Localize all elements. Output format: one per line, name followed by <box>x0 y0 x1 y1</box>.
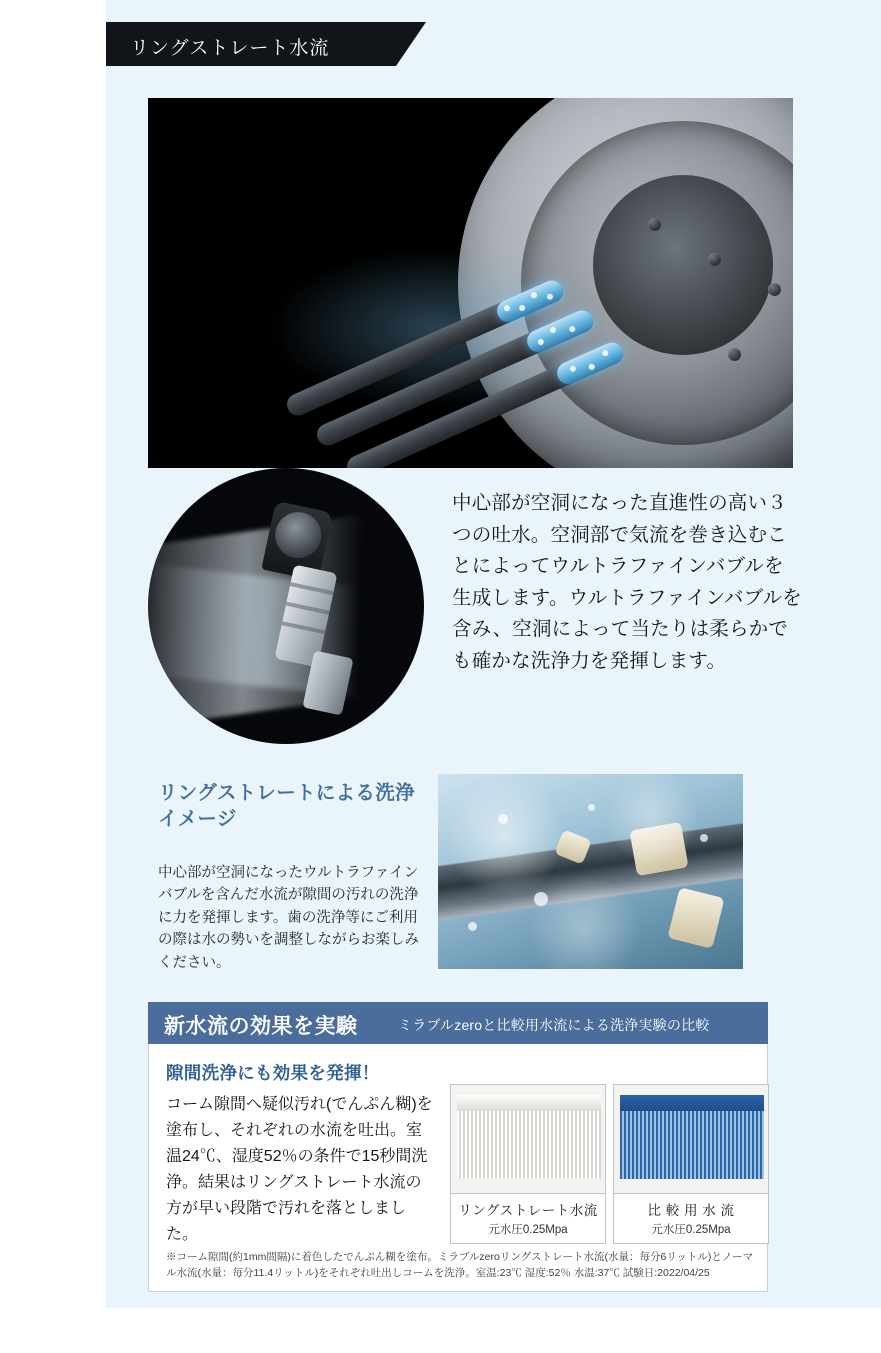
specimen-sublabel: 元水圧0.25Mpa <box>651 1224 731 1236</box>
bubble <box>534 892 548 906</box>
specimen-label: リングストレート水流 <box>458 1203 598 1218</box>
nozzle-hole <box>648 218 661 231</box>
bubble <box>700 834 708 842</box>
nozzle-hole <box>708 253 721 266</box>
shower-spray-circle-photo <box>148 468 424 744</box>
bubble <box>588 804 595 811</box>
section-title: リングストレート水流 <box>130 38 330 59</box>
cleaning-image-body: 中心部が空洞になったウルトラファインバブルを含んだ水流が隙間の汚れの洗浄に力を発揮します。歯の洗浄等にご利用の際は水の勢いを調整しながらお楽しみください。 <box>158 865 419 971</box>
experiment-subheading: ミラブルzeroと比較用水流による洗浄実験の比較 <box>398 1017 710 1033</box>
specimen-comparison <box>613 1084 769 1244</box>
experiment-section <box>148 1002 768 1292</box>
specimen-photo <box>613 1084 769 1194</box>
cleaning-image-title: リングストレートによる洗浄イメージ <box>158 782 415 831</box>
hero-description <box>452 488 802 677</box>
specimen-sublabel: 元水圧0.25Mpa <box>488 1224 568 1236</box>
specimen-ring-straight <box>450 1084 606 1244</box>
experiment-lead: 隙間洗浄にも効果を発揮！ <box>166 1063 380 1083</box>
bubble <box>498 814 508 824</box>
specimen-label: 比 較 用 水 流 <box>647 1203 735 1218</box>
section-header-tab <box>106 22 426 66</box>
comb-illustration <box>457 1095 601 1183</box>
experiment-header <box>148 1002 768 1044</box>
experiment-body-text: コーム隙間へ疑似汚れ(でんぷん糊)を塗布し、それぞれの水流を吐出。室温24℃、湿度52％の条件で15秒間洗浄。結果はリングストレート水流の方が早い段階で汚れを落としました。 <box>166 1096 433 1243</box>
cleaning-image-photo <box>438 774 743 969</box>
experiment-footnote: ※コーム隙間(約1mm間隔)に着色したでんぷん糊を塗布。ミラブルzeroリングストレート水流(水量：毎分6リットル)とノーマル水流(水量：毎分11.4リットル)をそれぞれ吐出しコームを洗浄。室温:23℃ 湿度:52％ 水温:37℃ 試験日:2022/04/25 <box>166 1251 754 1279</box>
specimen-caption <box>450 1194 606 1244</box>
comb-illustration <box>620 1095 764 1183</box>
experiment-heading: 新水流の効果を実験 <box>164 1015 358 1038</box>
bottom-spacer <box>106 1308 881 1353</box>
nozzle-hole <box>728 348 741 361</box>
bubble <box>468 922 477 931</box>
specimen-photo <box>450 1084 606 1194</box>
hero-photo <box>148 98 793 468</box>
tab-arrow-shape <box>396 22 426 66</box>
hero-description-text: 中心部が空洞になった直進性の高い３つの吐水。空洞部で気流を巻き込むことによってウルトラファインバブルを生成します。ウルトラファインバブルを含み、空洞によって当たりは柔らかでも確かな洗浄力を発揮します。 <box>452 492 802 672</box>
nozzle-hole <box>768 283 781 296</box>
specimen-caption <box>613 1194 769 1244</box>
